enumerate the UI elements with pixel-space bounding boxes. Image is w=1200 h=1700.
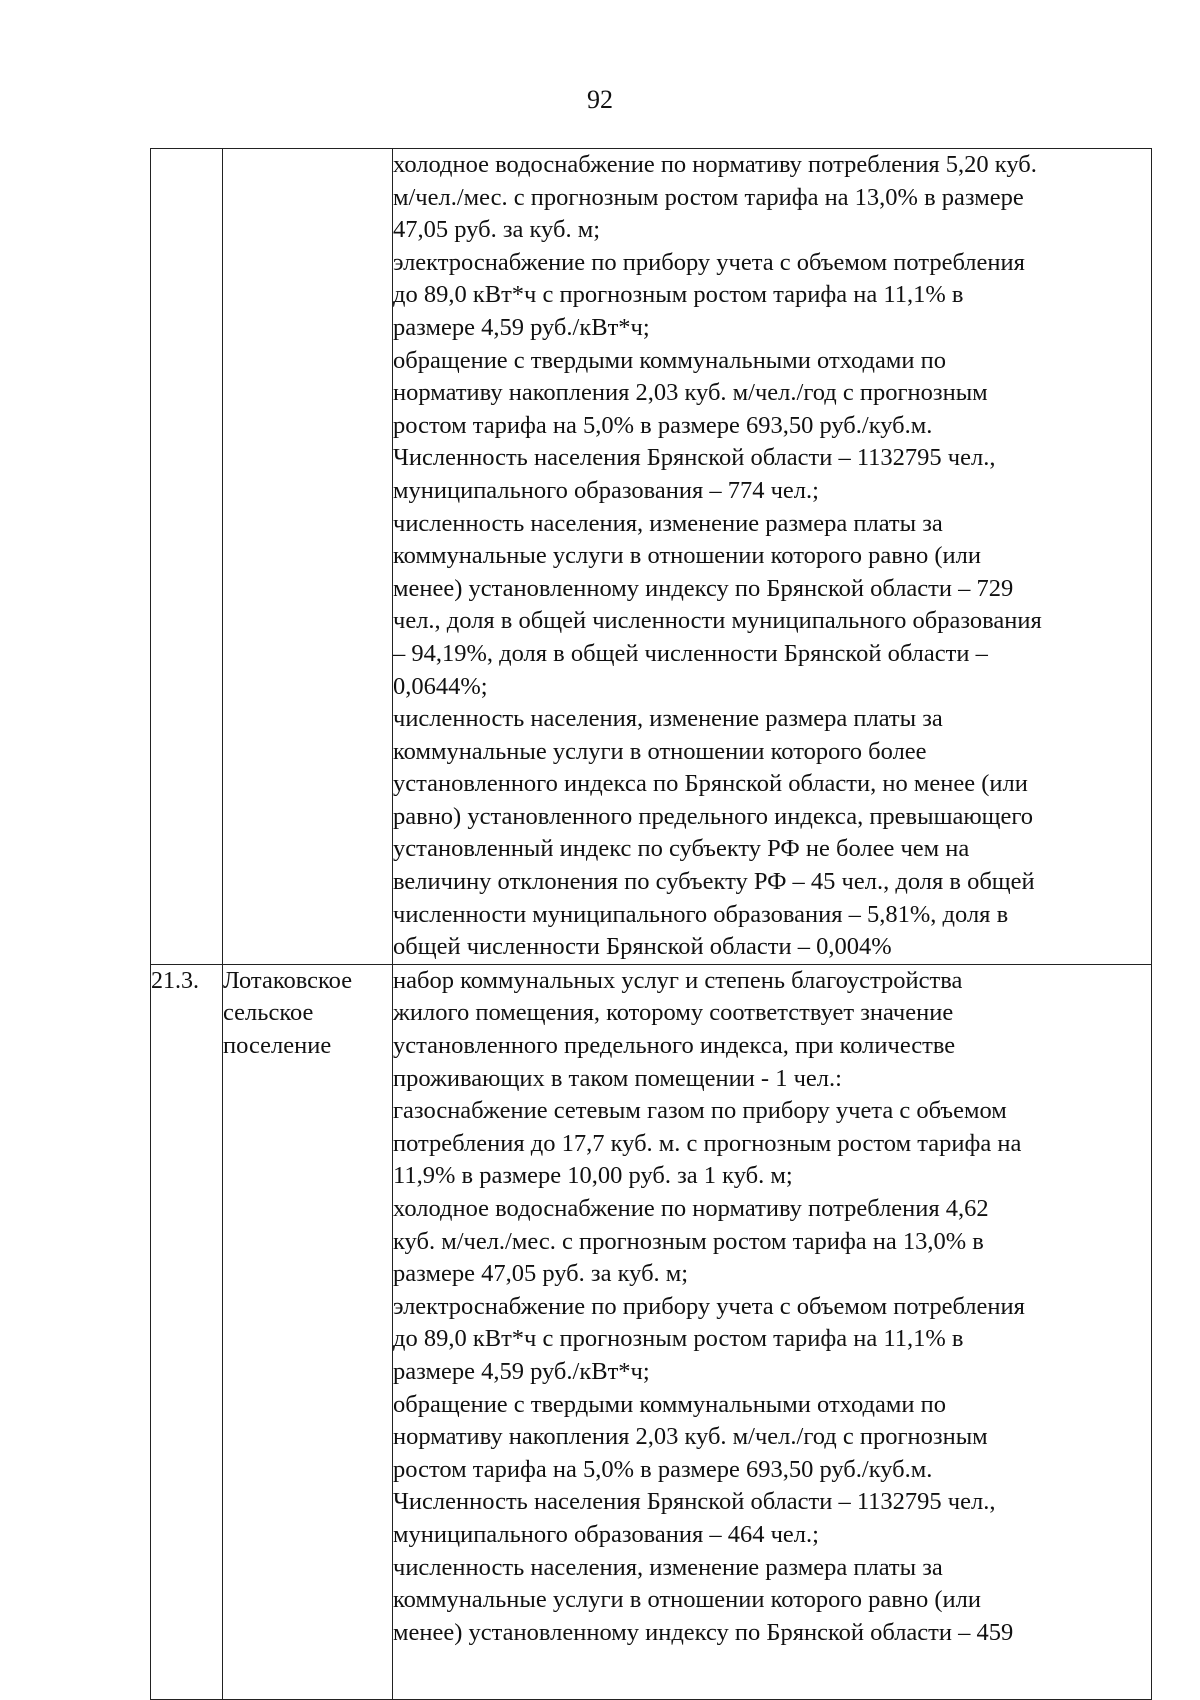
description-line: электроснабжение по прибору учета с объемом потребления — [393, 248, 1025, 276]
description-line: газоснабжение сетевым газом по прибору учета с объемом — [393, 1097, 1007, 1125]
description-line: – 94,19%, доля в общей численности Брянской области – — [393, 639, 988, 667]
description-line: 47,05 руб. за куб. м; — [393, 216, 601, 244]
row-number-cell — [151, 149, 223, 965]
description-line: ростом тарифа на 5,0% в размере 693,50 руб./куб.м. — [393, 1455, 933, 1483]
page-number: 92 — [587, 85, 613, 114]
description-line: электроснабжение по прибору учета с объемом потребления — [393, 1292, 1025, 1320]
description-line: муниципального образования – 774 чел.; — [393, 476, 819, 504]
table-row — [151, 964, 1152, 1699]
description-line: обращение с твердыми коммунальными отходами по — [393, 1390, 946, 1418]
description-line: размере 4,59 руб./кВт*ч; — [393, 1357, 650, 1385]
description-line: численности муниципального образования – 5,81%, доля в — [393, 900, 1009, 928]
description-cell — [393, 149, 1152, 965]
row-number: 21.3. — [151, 967, 199, 994]
row-number-cell — [151, 964, 223, 1699]
description-line: обращение с твердыми коммунальными отходами по — [393, 346, 946, 374]
document-table — [150, 148, 1152, 1700]
description-line: установленного индекса по Брянской области, но менее (или — [393, 770, 1028, 798]
description-line: холодное водоснабжение по нормативу потребления 4,62 — [393, 1195, 989, 1222]
table-row — [151, 149, 1152, 965]
description-line: проживающих в таком помещении - 1 чел.: — [393, 1064, 842, 1092]
municipality-name-line: поселение — [223, 1032, 332, 1060]
description-line: набор коммунальных услуг и степень благоустройства — [393, 966, 963, 994]
description-line: численность населения, изменение размера платы за — [393, 705, 943, 733]
municipality-name-cell — [223, 149, 393, 965]
table-body — [151, 149, 1152, 1700]
description-line: коммунальные услуги в отношении которого равно (или — [393, 1586, 981, 1614]
description-line: численность населения, изменение размера платы за — [393, 509, 943, 537]
municipality-name-cell — [223, 964, 393, 1699]
description-line: нормативу накопления 2,03 куб. м/чел./год с прогнозным — [393, 1423, 988, 1451]
description-line: Численность населения Брянской области – 1132795 чел., — [393, 444, 996, 472]
description-line: Численность населения Брянской области – 1132795 чел., — [393, 1488, 996, 1516]
description-line: размере 47,05 руб. за куб. м; — [393, 1260, 689, 1288]
description-line: менее) установленному индексу по Брянской области – 459 — [393, 1618, 1014, 1646]
description-line: коммунальные услуги в отношении которого более — [393, 737, 927, 765]
description-line: м/чел./мес. с прогнозным ростом тарифа на 13,0% в размере — [393, 183, 1024, 211]
description-line: ростом тарифа на 5,0% в размере 693,50 руб./куб.м. — [393, 411, 933, 439]
description-line: общей численности Брянской области – 0,004% — [393, 933, 892, 961]
description-line: равно) установленного предельного индекса, превышающего — [393, 802, 1034, 830]
description-line: потребления до 17,7 куб. м. с прогнозным ростом тарифа на — [393, 1129, 1022, 1157]
description-line: чел., доля в общей численности муниципального образования — [393, 607, 1042, 635]
description-line: холодное водоснабжение по нормативу потребления 5,20 куб. — [393, 151, 1037, 178]
description-line: до 89,0 кВт*ч с прогнозным ростом тарифа на 11,1% в — [393, 1325, 964, 1353]
description-line: численность населения, изменение размера платы за — [393, 1553, 943, 1581]
description-line: 11,9% в размере 10,00 руб. за 1 куб. м; — [393, 1162, 793, 1190]
description-line: менее) установленному индексу по Брянской области – 729 — [393, 574, 1014, 602]
description-line: куб. м/чел./мес. с прогнозным ростом тарифа на 13,0% в — [393, 1227, 984, 1255]
description-line: жилого помещения, которому соответствует значение — [393, 999, 954, 1027]
description-line: 0,0644%; — [393, 672, 488, 700]
description-line: размере 4,59 руб./кВт*ч; — [393, 313, 650, 341]
municipality-name-line: сельское — [223, 999, 314, 1027]
description-line: нормативу накопления 2,03 куб. м/чел./год с прогнозным — [393, 379, 988, 407]
description-line: до 89,0 кВт*ч с прогнозным ростом тарифа на 11,1% в — [393, 281, 964, 309]
description-cell — [393, 964, 1152, 1699]
description-line: установленного предельного индекса, при количестве — [393, 1032, 956, 1060]
municipality-name-line: Лотаковское — [223, 966, 353, 994]
description-line: коммунальные услуги в отношении которого равно (или — [393, 542, 981, 570]
description-line: муниципального образования – 464 чел.; — [393, 1520, 819, 1548]
description-line: величину отклонения по субъекту РФ – 45 чел., доля в общей — [393, 868, 1035, 896]
description-line: установленный индекс по субъекту РФ не более чем на — [393, 835, 970, 863]
